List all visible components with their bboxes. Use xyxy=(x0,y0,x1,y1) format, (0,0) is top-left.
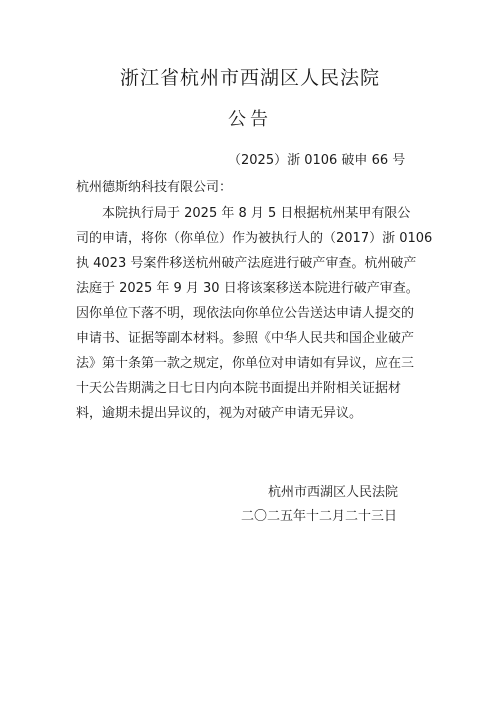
body-line: 司的申请，将你（你单位）作为被执行人的（2017）浙 0106 xyxy=(76,231,433,246)
court-title: 浙江省杭州市西湖区人民法院 xyxy=(119,67,380,89)
body-line: 执 4023 号案件移送杭州破产法庭进行破产审查。杭州破产 xyxy=(76,256,417,271)
body-line: 法庭于 2025 年 9 月 30 日将该案移送本院进行破产审查。 xyxy=(76,281,419,296)
addressee: 杭州德斯纳科技有限公司： xyxy=(76,180,233,195)
body-line: 因你单位下落不明，现依法向你单位公告送达申请人提交的 xyxy=(76,306,415,321)
signature-court: 杭州市西湖区人民法院 xyxy=(268,485,399,500)
body-line: 十天公告期满之日七日内向本院书面提出并附相关证据材 xyxy=(76,381,402,396)
signature-date: 二〇二五年十二月二十三日 xyxy=(241,509,398,524)
body-line: 法》第十条第一款之规定，你单位对申请如有异议，应在三 xyxy=(76,356,415,371)
case-number: （2025）浙 0106 破申 66 号 xyxy=(228,153,406,168)
document-type-title: 公告 xyxy=(228,109,272,130)
body-line: 本院执行局于 2025 年 8 月 5 日根据杭州某甲有限公 xyxy=(102,206,411,221)
body-line: 料，逾期未提出异议的，视为对破产申请无异议。 xyxy=(76,406,363,421)
body-line: 申请书、证据等副本材料。参照《中华人民共和国企业破产 xyxy=(76,331,415,346)
notice-body xyxy=(76,201,448,426)
